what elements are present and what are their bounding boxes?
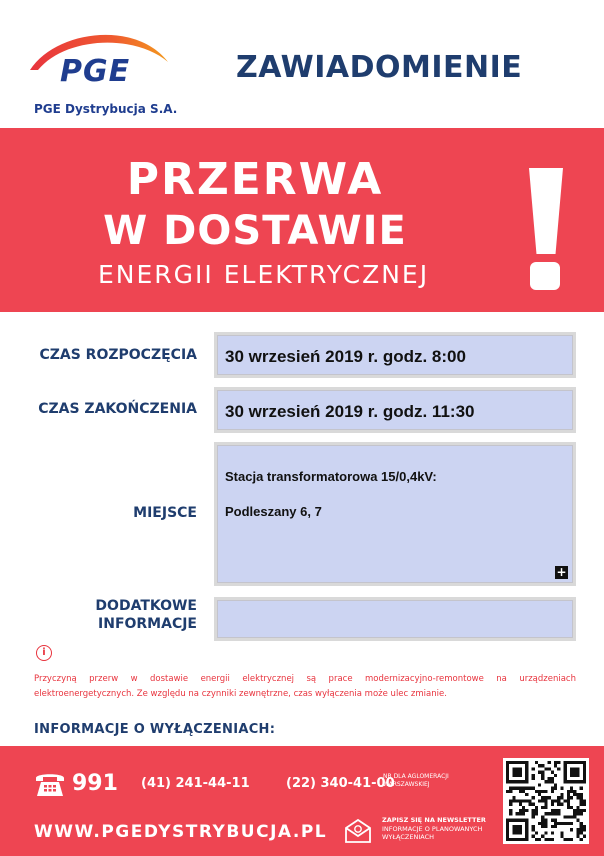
phone-icon	[34, 770, 66, 798]
company-name: PGE Dystrybucja S.A.	[34, 102, 178, 116]
newsletter-info[interactable]	[382, 816, 502, 842]
banner-line-2: W DOSTAWIE	[103, 208, 407, 254]
phone-warsaw-note	[383, 773, 473, 789]
phone-warsaw-note-line-2: WARSZAWSKIEJ	[383, 781, 430, 788]
end-time-value: 30 wrzesień 2019 r. godz. 11:30	[225, 402, 475, 421]
logo-text: PGE	[60, 54, 131, 89]
banner-line-1: PRZERWA	[126, 154, 384, 205]
banner-line-3: ENERGII ELEKTRYCZNEJ	[98, 260, 430, 289]
extra-info-label-line-2: INFORMACJE	[98, 616, 197, 632]
contact-footer	[0, 746, 604, 856]
place-line-2: Podleszany 6, 7	[225, 504, 322, 519]
start-time-field[interactable]	[214, 332, 576, 378]
place-field[interactable]	[214, 442, 576, 586]
phone-secondary[interactable]: (41) 241-44-11	[141, 776, 250, 791]
info-heading: INFORMACJE O WYŁĄCZENIACH:	[34, 722, 276, 737]
start-time-label: CZAS ROZPOCZĘCIA	[39, 347, 197, 363]
website-link[interactable]: WWW.PGEDYSTRYBUCJA.PL	[34, 822, 328, 842]
pge-logo	[6, 6, 178, 126]
outage-banner	[0, 128, 604, 312]
start-time-value: 30 wrzesień 2019 r. godz. 8:00	[225, 347, 466, 366]
extra-info-label	[0, 598, 197, 632]
newsletter-line-2: INFORMACJE O PLANOWANYCH	[382, 824, 483, 833]
info-icon: i	[36, 645, 52, 661]
place-line-1: Stacja transformatorowa 15/0,4kV:	[225, 469, 437, 484]
place-label: MIEJSCE	[133, 505, 197, 521]
outage-reason: Przyczyną przerw w dostawie energii elektrycznej są prace modernizacyjno-remontowe na urządzeniach elektroenergetycznych. Ze względu na czynniki zewnętrzne, czas wyłączenia może ulec zmianie.	[34, 674, 576, 699]
newsletter-line-3: WYŁĄCZENIACH	[382, 833, 435, 841]
extra-info-field[interactable]	[214, 597, 576, 641]
newsletter-title: ZAPISZ SIĘ NA NEWSLETTER	[382, 816, 486, 824]
end-time-label: CZAS ZAKOŃCZENIA	[38, 401, 197, 417]
phone-warsaw-note-line-1: NR DLA AGLOMERACJI	[383, 773, 449, 780]
qr-code-icon[interactable]	[503, 758, 589, 844]
end-time-field[interactable]	[214, 387, 576, 433]
notice-title: ZAWIADOMIENIE	[236, 50, 523, 85]
mail-icon	[344, 818, 372, 844]
phone-main[interactable]: 991	[72, 771, 118, 796]
expand-icon[interactable]: +	[556, 565, 567, 579]
phone-warsaw[interactable]: (22) 340-41-00	[286, 776, 395, 791]
extra-info-label-line-1: DODATKOWE	[95, 598, 197, 614]
